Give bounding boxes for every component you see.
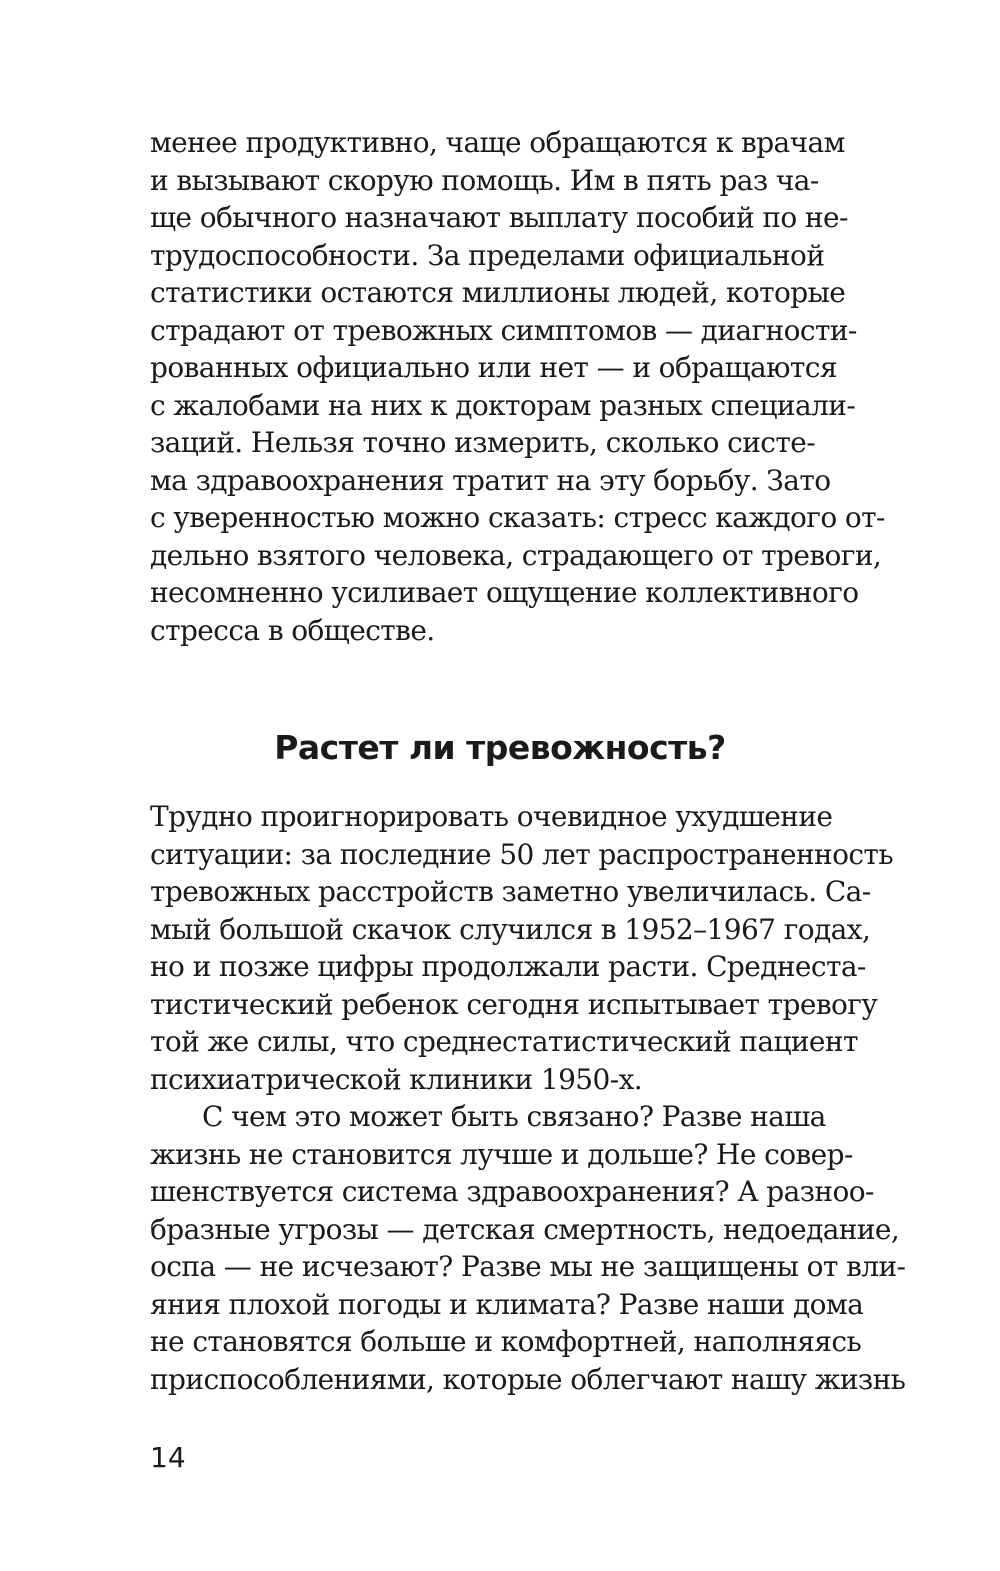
text-line: приспособлениями, которые облегчают нашу жизнь [150, 1362, 906, 1396]
text-line: дельно взятого человека, страдающего от тревоги, [150, 538, 882, 572]
text-line: бразные угрозы — детская смертность, недоедание, [150, 1212, 900, 1246]
paragraph [150, 1098, 906, 1398]
text-line: яния плохой погоды и климата? Разве наши дома [150, 1287, 864, 1321]
text-line: с жалобами на них к докторам разных специали- [150, 388, 856, 422]
text-line: ситуации: за последние 50 лет распространенность [150, 837, 893, 871]
paragraph-continuation [150, 124, 885, 649]
text-line: ще обычного назначают выплату пособий по не- [150, 201, 848, 234]
section-body [150, 798, 906, 1398]
text-line: жизнь не становится лучше и дольше? Не совер- [150, 1137, 853, 1171]
text-line: не становятся больше и комфортней, наполняясь [150, 1325, 862, 1358]
text-line: с уверенностью можно сказать: стресс каждого от- [150, 501, 885, 534]
text-line: статистики остаются миллионы людей, которые [150, 276, 846, 309]
text-line: и вызывают скорую помощь. Им в пять раз ча- [150, 163, 819, 197]
text-line: оспа — не исчезают? Разве мы не защищены от вли- [150, 1250, 906, 1283]
page-number: 14 [150, 1441, 186, 1474]
text-line: Трудно проигнорировать очевидное ухудшение [150, 800, 833, 833]
text-line: тистический ребенок сегодня испытывает тревогу [150, 987, 878, 1021]
text-line: тревожных расстройств заметно увеличилась. Са- [150, 875, 871, 908]
text-line: психиатрической клиники 1950-х. [150, 1062, 643, 1096]
text-line: страдают от тревожных симптомов — диагности- [150, 313, 857, 347]
text-line: но и позже цифры продолжали расти. Среднеста- [150, 950, 866, 983]
text-line: менее продуктивно, чаще обращаются к врачам [150, 126, 845, 159]
text-line: ма здравоохранения тратит на эту борьбу. Зато [150, 463, 831, 497]
text-line: той же силы, что среднестатистический пациент [150, 1025, 858, 1058]
text-line: мый большой скачок случился в 1952–1967 годах, [150, 912, 871, 946]
text-line: рованных официально или нет — и обращаются [150, 351, 837, 384]
text-line: несомненно усиливает ощущение коллективного [150, 576, 859, 609]
section-heading: Растет ли тревожность? [274, 728, 726, 767]
text-line: трудоспособности. За пределами официальной [150, 238, 825, 272]
text-line: стресса в обществе. [150, 613, 435, 647]
paragraph [150, 798, 893, 1098]
text-line: заций. Нельзя точно измерить, сколько систе- [150, 426, 816, 459]
text-line: С чем это может быть связано? Разве наша [202, 1100, 826, 1133]
text-line: шенствуется система здравоохранения? А разноо- [150, 1175, 874, 1208]
